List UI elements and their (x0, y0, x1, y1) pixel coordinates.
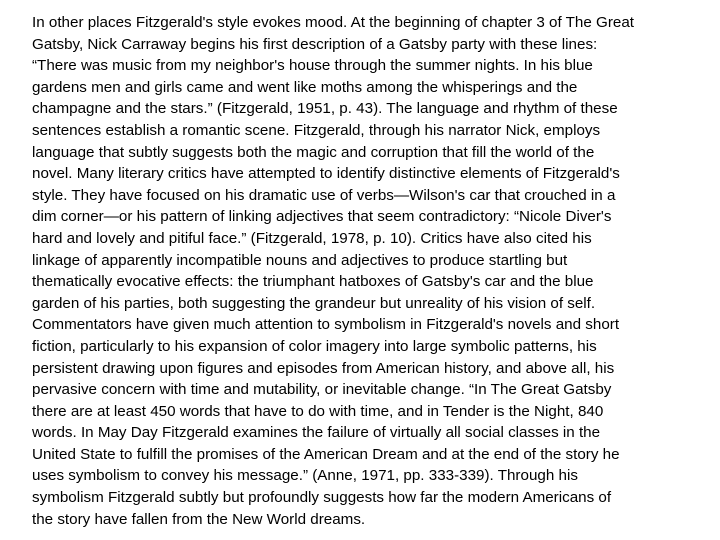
text-line: fiction, particularly to his expansion of color imagery into large symbolic patterns, his (32, 337, 597, 355)
text-line: Commentators have given much attention to symbolism in Fitzgerald's novels and short (32, 316, 620, 334)
text-line: sentences establish a romantic scene. Fitzgerald, through his narrator Nick, employs (32, 121, 601, 139)
text-line: champagne and the stars.” (Fitzgerald, 1951, p. 43). The language and rhythm of these (32, 100, 618, 118)
text-line: persistent drawing upon figures and episodes from American history, and above all, his (32, 359, 615, 377)
text-line: Gatsby, Nick Carraway begins his first description of a Gatsby party with these lines: (32, 35, 598, 53)
text-line: pervasive concern with time and mutability, or inevitable change. “In The Great Gatsby (32, 381, 612, 399)
text-line: novel. Many literary critics have attempted to identify distinctive elements of Fitzgerald's (32, 165, 620, 183)
text-line: the story have fallen from the New World dreams. (32, 510, 366, 528)
text-line: linkage of apparently incompatible nouns and adjectives to produce startling but (32, 251, 568, 269)
text-line: thematically evocative effects: the triumphant hatboxes of Gatsby's car and the blue (32, 273, 594, 291)
text-line: “There was music from my neighbor's house through the summer nights. In his blue (32, 57, 593, 75)
text-line: hard and lovely and pitiful face.” (Fitzgerald, 1978, p. 10). Critics have also cited his (32, 229, 592, 247)
text-line: there are at least 450 words that have to do with time, and in Tender is the Night, 840 (32, 402, 604, 420)
text-line: United State to fulfill the promises of the American Dream and at the end of the story he (32, 445, 620, 463)
text-line: symbolism Fitzgerald subtly but profoundly suggests how far the modern Americans of (32, 489, 612, 507)
text-line: gardens men and girls came and went like moths among the whisperings and the (32, 78, 578, 96)
text-line: style. They have focused on his dramatic use of verbs—Wilson's car that crouched in a (32, 186, 616, 204)
text-line: dim corner—or his pattern of linking adjectives that seem contradictory: “Nicole Diver's (32, 208, 612, 226)
text-line: garden of his parties, both suggesting the grandeur but unreality of his vision of self. (32, 294, 596, 312)
text-line: words. In May Day Fitzgerald examines the failure of virtually all social classes in the (32, 424, 601, 442)
text-line: language that subtly suggests both the magic and corruption that fill the world of the (32, 143, 595, 161)
document-body (32, 12, 692, 530)
text-line: In other places Fitzgerald's style evokes mood. At the beginning of chapter 3 of The Great (32, 14, 635, 31)
text-line: uses symbolism to convey his message.” (Anne, 1971, pp. 333-339). Through his (32, 467, 578, 485)
